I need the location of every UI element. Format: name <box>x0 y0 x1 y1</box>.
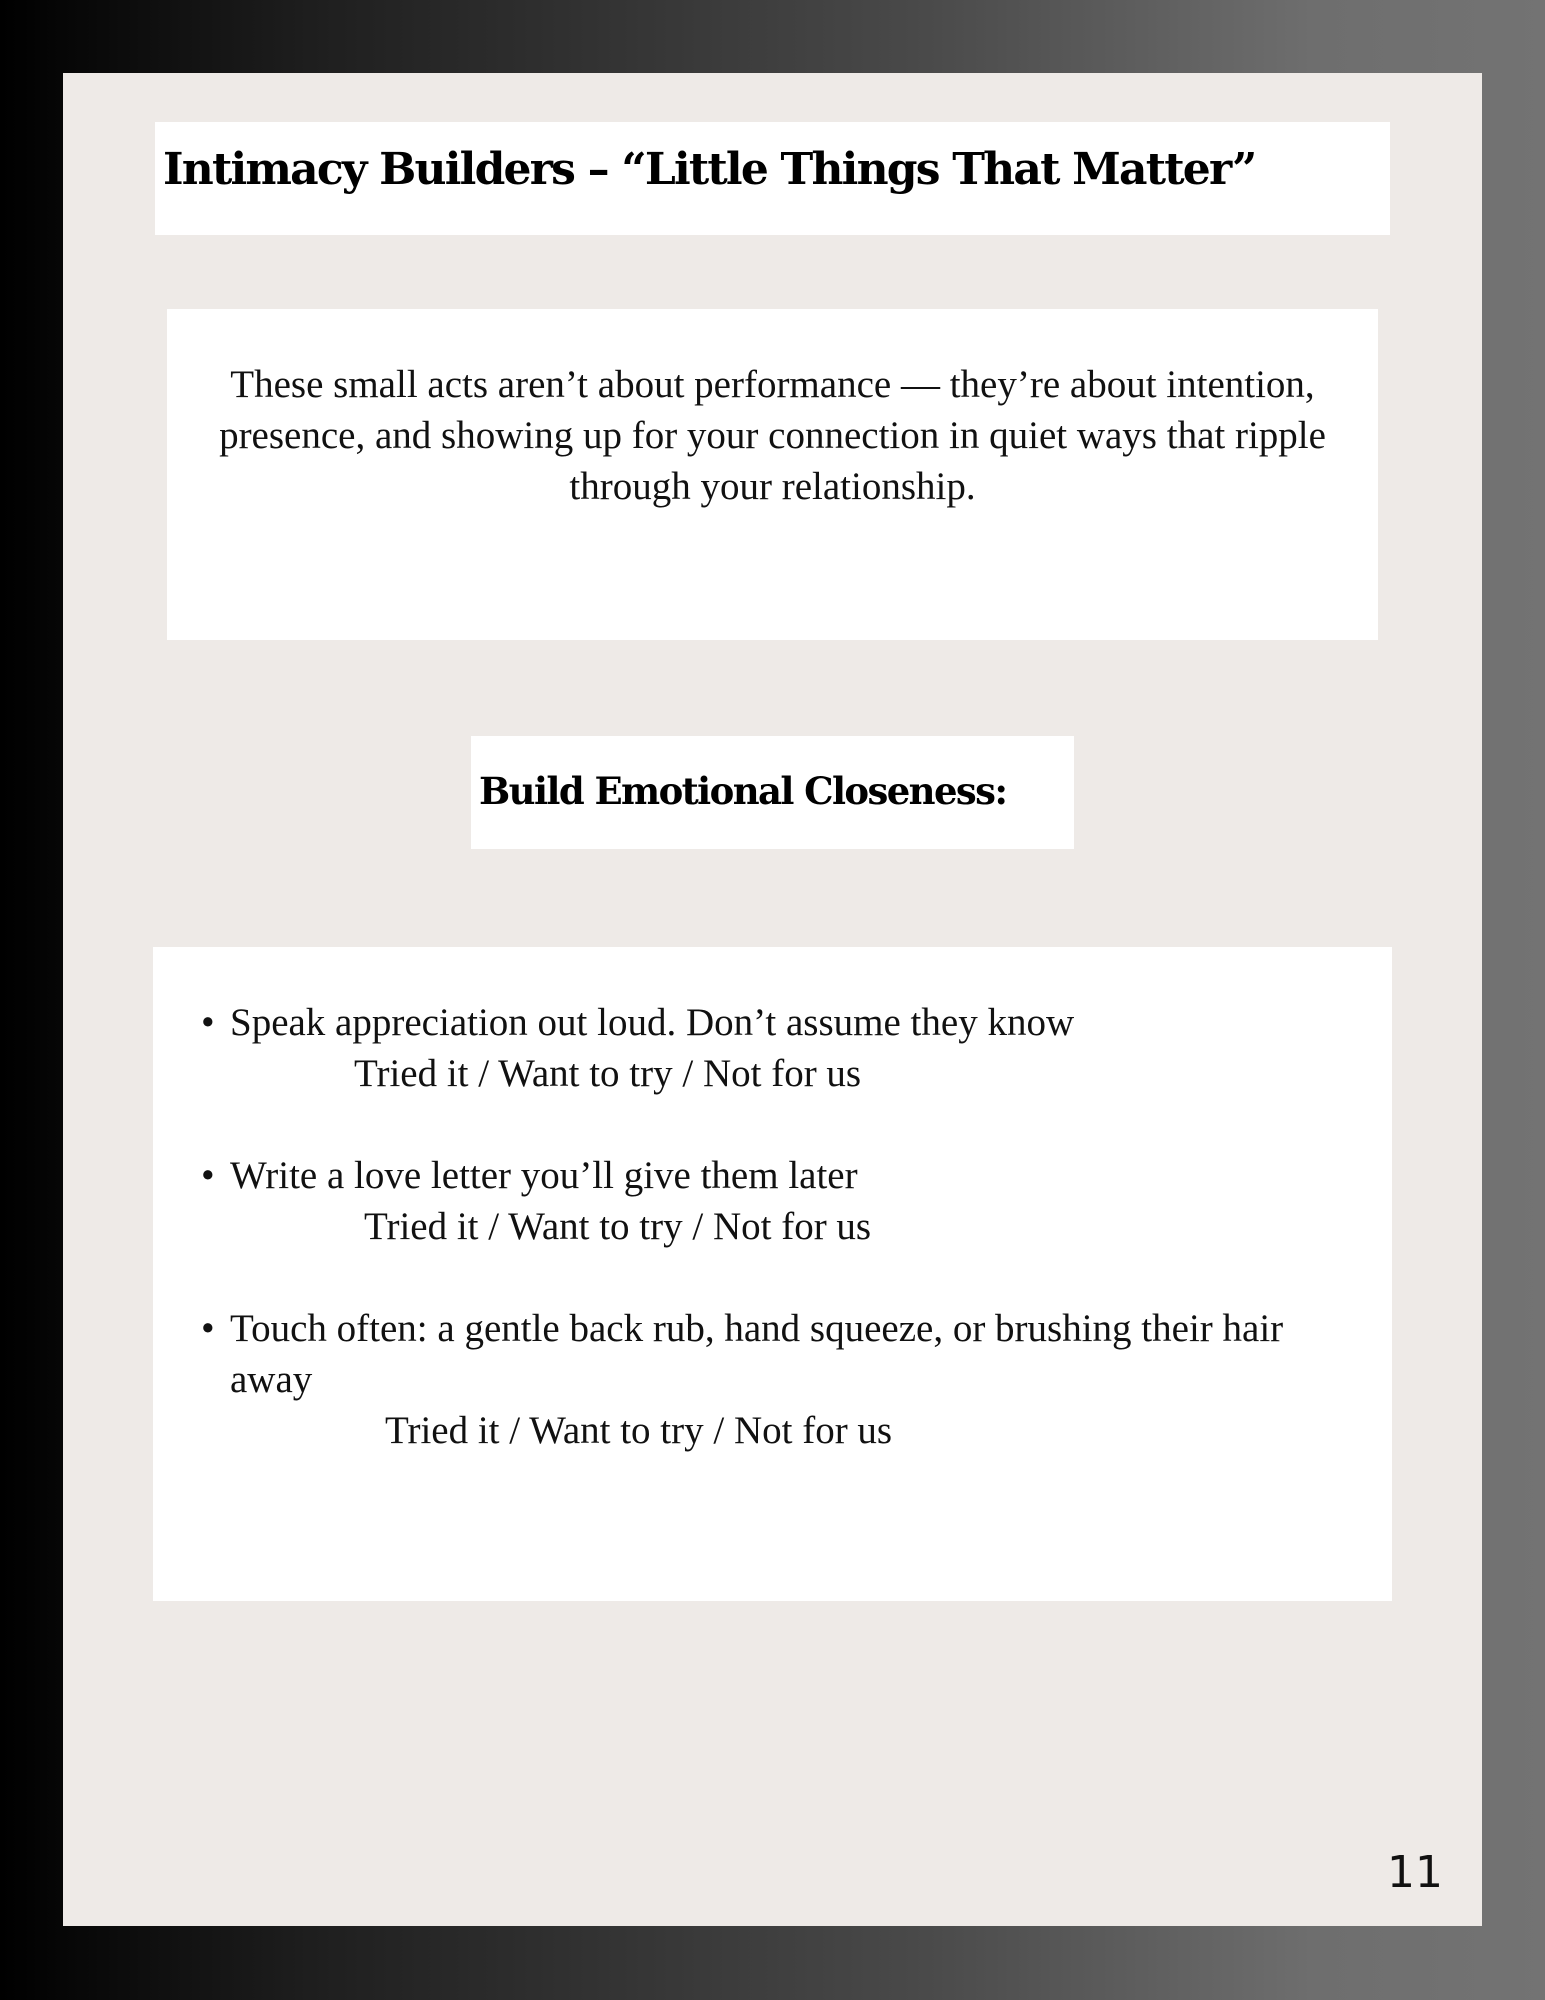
bullet-icon: • <box>201 1001 215 1044</box>
intro-text: These small acts aren’t about performance — they’re about intention, presence, and showing up for your connection in quiet ways that ripple through your relationship. <box>219 363 1326 508</box>
bullet-icon: • <box>201 1154 215 1197</box>
page-title: Intimacy Builders – “Little Things That Matter” <box>163 144 1256 195</box>
list-item-choices: Tried it / Want to try / Not for us <box>385 1409 893 1452</box>
title-box <box>155 122 1390 235</box>
intro-box <box>167 309 1378 640</box>
list-item-text: Touch often: a gentle back rub, hand squeeze, or brushing their hair away <box>230 1307 1284 1401</box>
list-item-text: Speak appreciation out loud. Don’t assume they know <box>230 1001 1075 1044</box>
list-item <box>153 1150 1392 1252</box>
document-page <box>63 73 1482 1926</box>
list-item-text: Write a love letter you’ll give them later <box>230 1154 858 1197</box>
page-number: 11 <box>1387 1847 1443 1898</box>
section-heading-box <box>471 736 1074 849</box>
list-item <box>153 1303 1392 1456</box>
list-item <box>153 997 1392 1099</box>
list-box <box>153 947 1392 1601</box>
bullet-icon: • <box>201 1307 215 1350</box>
section-title: Build Emotional Closeness: <box>479 769 1007 813</box>
closeness-list <box>153 997 1392 1507</box>
list-item-choices: Tried it / Want to try / Not for us <box>364 1205 872 1248</box>
list-item-choices: Tried it / Want to try / Not for us <box>354 1052 862 1095</box>
